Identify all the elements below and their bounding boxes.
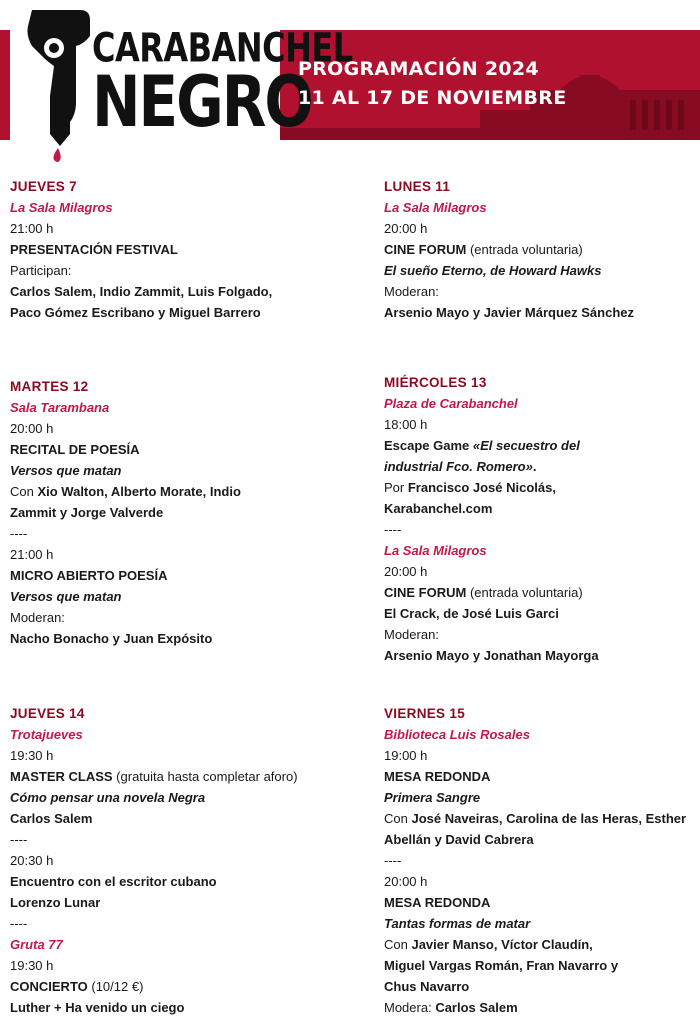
participants-names: Miguel Vargas Román, Fran Navarro y xyxy=(384,958,619,973)
event-title: Encuentro con el escritor cubano xyxy=(10,874,217,889)
event-title: industrial Fco. Romero» xyxy=(384,459,533,474)
event-title-end: . xyxy=(532,459,537,474)
event-title-line xyxy=(384,435,700,456)
event-time: 20:00 h xyxy=(384,564,428,579)
organizer-name: Francisco José Nicolás, xyxy=(407,480,556,495)
participants-line xyxy=(384,934,700,955)
separator: ---- xyxy=(384,853,402,868)
moderators-names: Nacho Bonacho y Juan Expósito xyxy=(10,631,213,646)
participants-names: Abellán y David Cabrera xyxy=(384,832,534,847)
event-title: MESA REDONDA xyxy=(384,895,491,910)
day-heading: MIÉRCOLES 13 xyxy=(384,375,487,390)
organizer-site: Karabanchel.com xyxy=(384,501,493,516)
moderator-label: Modera: xyxy=(384,1000,436,1015)
event-note: (entrada voluntaria) xyxy=(466,242,583,257)
event-day-viernes15 xyxy=(384,703,700,1018)
venue-name: La Sala Milagros xyxy=(384,200,487,215)
moderators-names: Arsenio Mayo y Javier Márquez Sánchez xyxy=(384,305,634,320)
day-heading: JUEVES 7 xyxy=(10,179,77,194)
event-title-line xyxy=(10,766,340,787)
event-subtitle: Cómo pensar una novela Negra xyxy=(10,790,206,805)
participants-names: Zammit y Jorge Valverde xyxy=(10,505,164,520)
event-title-line xyxy=(10,976,340,997)
event-title: RECITAL DE POESÍA xyxy=(10,442,140,457)
event-subtitle: Versos que matan xyxy=(10,589,122,604)
event-note: (10/12 €) xyxy=(87,979,144,994)
event-title: CONCIERTO xyxy=(10,979,88,994)
event-day-miercoles13 xyxy=(384,372,700,666)
event-title: MESA REDONDA xyxy=(384,769,491,784)
with-prefix: Con xyxy=(10,484,38,499)
event-title: PRESENTACIÓN FESTIVAL xyxy=(10,242,178,257)
participants-line xyxy=(384,808,700,829)
event-time: 21:00 h xyxy=(10,221,54,236)
program-dates: 11 AL 17 DE NOVIEMBRE xyxy=(298,87,567,109)
separator: ---- xyxy=(10,832,28,847)
day-heading: MARTES 12 xyxy=(10,379,89,394)
day-heading: JUEVES 14 xyxy=(10,706,85,721)
event-title-line xyxy=(384,239,700,260)
event-day-martes12 xyxy=(10,376,340,649)
event-title-line xyxy=(384,456,700,477)
film-title: El sueño Eterno, de Howard Hawks xyxy=(384,263,602,278)
venue-name: Gruta 77 xyxy=(10,937,63,952)
day-heading: LUNES 11 xyxy=(384,179,451,194)
venue-name: Sala Tarambana xyxy=(10,400,110,415)
event-prefix: Escape Game xyxy=(384,438,473,453)
event-subtitle: Primera Sangre xyxy=(384,790,481,805)
venue-name: Plaza de Carabanchel xyxy=(384,396,518,411)
moderator-name: Carlos Salem xyxy=(435,1000,518,1015)
participants-names: Javier Manso, Víctor Claudín, xyxy=(411,937,593,952)
event-time: 20:30 h xyxy=(10,853,54,868)
moderator-line xyxy=(384,997,700,1018)
event-time: 20:00 h xyxy=(384,221,428,236)
event-time: 19:30 h xyxy=(10,958,54,973)
event-title: MICRO ABIERTO POESÍA xyxy=(10,568,168,583)
participants-names: Paco Gómez Escribano y Miguel Barrero xyxy=(10,305,261,320)
logo xyxy=(10,0,353,160)
separator: ---- xyxy=(10,526,28,541)
event-day-jueves7 xyxy=(10,176,340,323)
participants-names: Xio Walton, Alberto Morate, Indio xyxy=(37,484,241,499)
participants-names: Carlos Salem, Indio Zammit, Luis Folgado, xyxy=(10,284,273,299)
event-title: CINE FORUM xyxy=(384,242,467,257)
event-title: Lorenzo Lunar xyxy=(10,895,101,910)
participants-names: José Naveiras, Carolina de las Heras, Esther xyxy=(411,811,687,826)
event-time: 18:00 h xyxy=(384,417,428,432)
moderators-label: Moderan: xyxy=(384,284,439,299)
logo-word-carabanchel: CARABANCHEL xyxy=(92,24,353,72)
film-title: El Crack, de José Luis Garci xyxy=(384,606,559,621)
revolver-icon xyxy=(24,6,96,164)
event-subtitle: Tantas formas de matar xyxy=(384,916,531,931)
event-day-lunes11 xyxy=(384,176,700,323)
program-title: PROGRAMACIÓN 2024 xyxy=(298,58,539,80)
event-time: 21:00 h xyxy=(10,547,54,562)
event-title: «El secuestro del xyxy=(472,438,580,453)
event-time: 19:30 h xyxy=(10,748,54,763)
moderators-label: Moderan: xyxy=(10,610,65,625)
with-prefix: Con xyxy=(384,811,412,826)
logo-word-negro: NEGRO xyxy=(92,60,312,143)
separator: ---- xyxy=(10,916,28,931)
by-prefix: Por xyxy=(384,480,408,495)
venue-name: Biblioteca Luis Rosales xyxy=(384,727,530,742)
event-note: (entrada voluntaria) xyxy=(466,585,583,600)
with-prefix: Con xyxy=(384,937,412,952)
participants-line xyxy=(10,481,340,502)
event-note: (gratuita hasta completar aforo) xyxy=(112,769,298,784)
participants-label: Participan: xyxy=(10,263,72,278)
festival-header xyxy=(0,0,700,160)
speaker-name: Carlos Salem xyxy=(10,811,93,826)
venue-name: La Sala Milagros xyxy=(10,200,113,215)
event-day-jueves14 xyxy=(10,703,340,1018)
event-time: 20:00 h xyxy=(10,421,54,436)
day-heading: VIERNES 15 xyxy=(384,706,466,721)
venue-name: Trotajueves xyxy=(10,727,83,742)
participants-names: Chus Navarro xyxy=(384,979,470,994)
separator: ---- xyxy=(384,522,402,537)
moderators-label: Moderan: xyxy=(384,627,439,642)
venue-name: La Sala Milagros xyxy=(384,543,487,558)
band-names: Luther + Ha venido un ciego xyxy=(10,1000,185,1015)
event-title: MASTER CLASS xyxy=(10,769,113,784)
event-subtitle: Versos que matan xyxy=(10,463,122,478)
event-title-line xyxy=(384,582,700,603)
organizer-line xyxy=(384,477,700,498)
event-title: CINE FORUM xyxy=(384,585,467,600)
moderators-names: Arsenio Mayo y Jonathan Mayorga xyxy=(384,648,599,663)
event-time: 19:00 h xyxy=(384,748,428,763)
event-time: 20:00 h xyxy=(384,874,428,889)
